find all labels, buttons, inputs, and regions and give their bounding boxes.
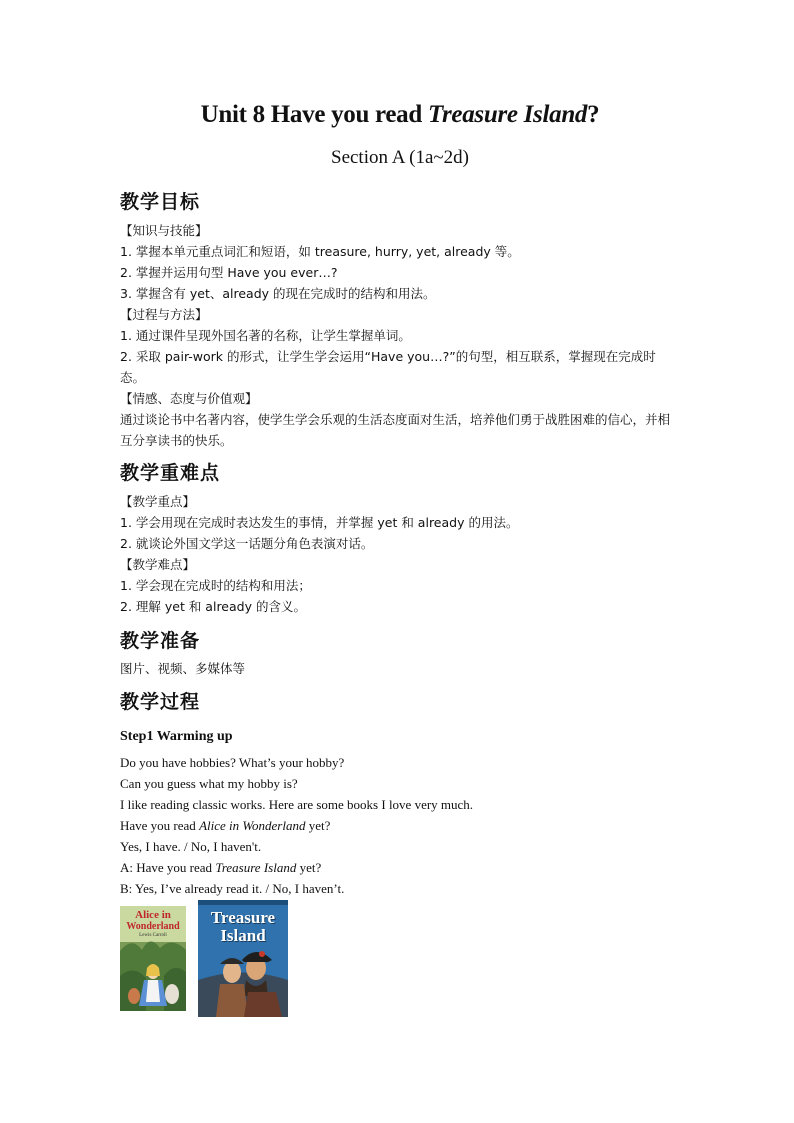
- step1-heading: Step1 Warming up: [120, 729, 233, 744]
- alice-cover-title-1: Alice in: [135, 909, 171, 921]
- treasure-cover-title-2: Island: [220, 926, 266, 945]
- document-title: [120, 101, 680, 129]
- line6-part-c: yet?: [296, 860, 322, 875]
- heading-objectives: 教学目标: [120, 191, 201, 213]
- label-focus: 【教学重点】: [120, 494, 196, 509]
- label-difficulty: 【教学难点】: [120, 557, 196, 572]
- line6-book-title: Treasure Island: [215, 860, 297, 875]
- objective-p1: 1. 通过课件呈现外国名著的名称，让学生掌握单词。: [120, 328, 411, 343]
- alice-cover-image: [120, 906, 186, 1011]
- document-subtitle: Section A (1a~2d): [331, 147, 469, 168]
- dialogue-line-3: I like reading classic works. Here are some books I love very much.: [120, 797, 474, 812]
- objective-e1: 通过谈论书中名著内容，使学生学会乐观的生活态度面对生活，培养他们勇于战胜困难的信心，并相互分享读书的快乐。: [120, 412, 671, 448]
- label-emotion: 【情感、态度与价值观】: [120, 391, 258, 406]
- heading-keypoints: 教学重难点: [120, 462, 221, 484]
- line4-part-a: Have you read: [120, 818, 200, 833]
- objective-k1: 1. 掌握本单元重点词汇和短语，如 treasure, hurry, yet, already 等。: [120, 244, 520, 259]
- alice-cover-title-2: Wonderland: [126, 921, 180, 932]
- title-question-mark: ?: [587, 101, 600, 128]
- heading-preparation: 教学准备: [120, 630, 201, 652]
- dialogue-line-5: Yes, I have. / No, I haven't.: [120, 839, 262, 854]
- title-book-name: Treasure Island: [427, 101, 588, 128]
- difficulty-2: 2. 理解 yet 和 already 的含义。: [120, 599, 306, 614]
- line4-part-c: yet?: [305, 818, 331, 833]
- label-process: 【过程与方法】: [120, 307, 208, 322]
- objective-k2: 2. 掌握并运用句型 Have you ever…?: [120, 265, 338, 280]
- heading-procedure: 教学过程: [120, 691, 201, 713]
- title-text: Unit 8 Have you read: [200, 101, 428, 128]
- objective-k3: 3. 掌握含有 yet、already 的现在完成时的结构和用法。: [120, 286, 436, 301]
- dialogue-line-7: B: Yes, I’ve already read it. / No, I haven’t.: [120, 881, 345, 896]
- preparation-text: 图片、视频、多媒体等: [120, 661, 246, 676]
- objective-p2: 2. 采取 pair-work 的形式，让学生学会运用“Have you…?”的句型，相互联系，掌握现在完成时态。: [120, 349, 656, 385]
- dialogue-line-2: Can you guess what my hobby is?: [120, 776, 298, 791]
- dialogue-line-1: Do you have hobbies? What’s your hobby?: [120, 755, 345, 770]
- focus-2: 2. 就谈论外国文学这一话题分角色表演对话。: [120, 536, 374, 551]
- line6-part-a: A: Have you read: [120, 860, 216, 875]
- dialogue-line-6: [120, 857, 321, 878]
- alice-cover-author: Lewis Carroll: [139, 933, 167, 938]
- dialogue-line-4: [120, 815, 330, 836]
- treasure-cover-title-1: Treasure: [210, 908, 276, 927]
- label-knowledge: 【知识与技能】: [120, 223, 208, 238]
- difficulty-1: 1. 学会现在完成时的结构和用法；: [120, 578, 311, 593]
- line4-book-title: Alice in Wonderland: [199, 818, 306, 833]
- focus-1: 1. 学会用现在完成时表达发生的事情，并掌握 yet 和 already 的用法。: [120, 515, 519, 530]
- treasure-island-cover-image: [198, 900, 288, 1017]
